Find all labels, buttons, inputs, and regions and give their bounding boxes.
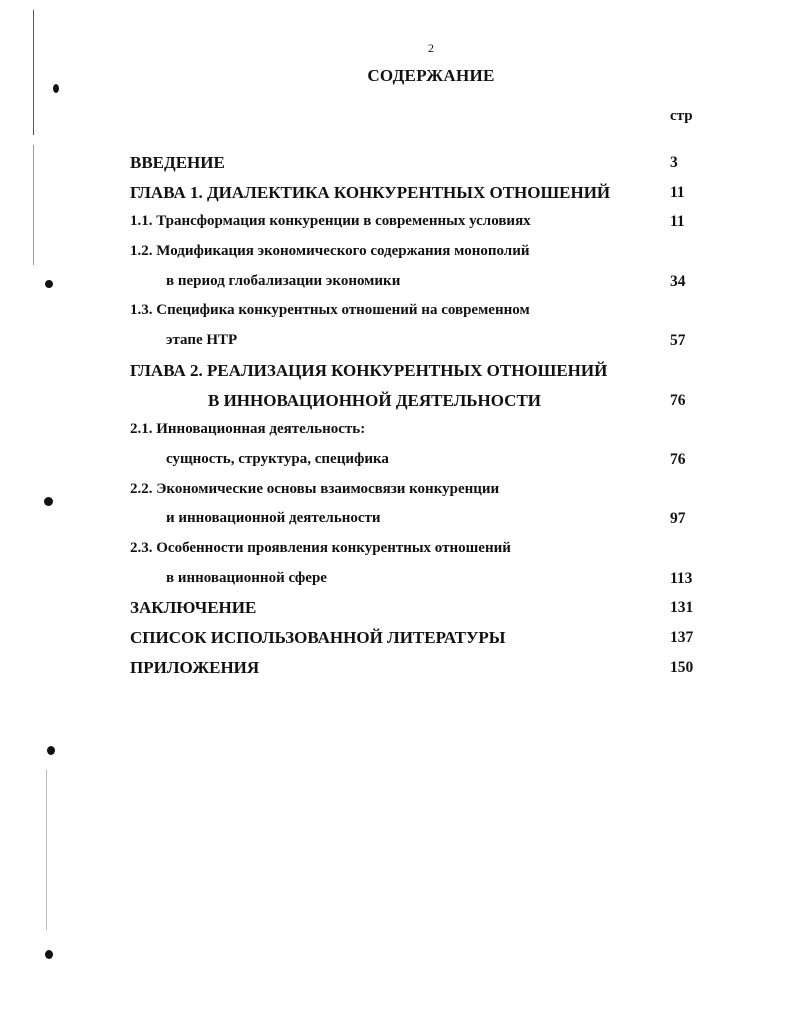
toc-entry-title: СПИСОК ИСПОЛЬЗОВАННОЙ ЛИТЕРАТУРЫ [130,628,506,647]
toc-entry-continuation [130,267,705,297]
toc-entry-title: 2.2. Экономические основы взаимосвязи конкуренции [130,480,500,497]
toc-entry [130,207,705,237]
toc-entry-page: 11 [670,213,685,231]
toc-entry [130,475,705,505]
toc-entry-title: ГЛАВА 2. РЕАЛИЗАЦИЯ КОНКУРЕНТНЫХ ОТНОШЕНИЙ [130,360,608,380]
page-column-header: стр [670,108,693,124]
toc-entry [130,623,705,653]
toc-entry-title: ГЛАВА 1. ДИАЛЕКТИКА КОНКУРЕНТНЫХ ОТНОШЕНИЙ [130,182,611,202]
toc-entry-title: в инновационной сфере [166,569,327,586]
toc-entry-title: ЗАКЛЮЧЕНИЕ [130,598,257,618]
toc-entry [130,148,705,178]
toc-entry [130,653,705,683]
toc-entry [130,534,705,564]
toc-entry-page: 76 [670,450,686,468]
page-title: СОДЕРЖАНИЕ [367,66,495,85]
toc-entry-continuation [130,445,705,475]
toc-entry-title: ВВЕДЕНИЕ [130,153,225,172]
punch-hole-mark [47,746,55,755]
toc-entry-title: 1.1. Трансформация конкуренции в современных условиях [130,213,531,230]
toc-entry-title: 2.3. Особенности проявления конкурентных отношений [130,539,511,556]
toc-entry-page: 150 [670,658,694,676]
scan-edge-line [33,145,34,265]
toc-entry-continuation [130,326,705,356]
toc-entry-title: 1.2. Модификация экономического содержания монополий [130,243,530,260]
toc-entry-page: 3 [670,154,678,171]
punch-hole-mark [44,497,53,506]
toc-entry [130,178,705,208]
toc-entry-page: 131 [670,599,694,617]
scan-edge-line [46,770,47,930]
toc-entry-page: 97 [670,510,686,528]
toc-entry [130,415,705,445]
toc-entry-page: 137 [670,629,694,646]
toc-entry-title: 2.1. Инновационная деятельность: [130,421,366,438]
toc-entry-page: 113 [670,569,693,587]
toc-entry [130,356,705,386]
table-of-contents [130,148,705,682]
toc-entry-title: в период глобализации экономики [166,272,401,289]
toc-entry-title: сущность, структура, специфика [166,450,389,467]
toc-entry-page: 57 [670,332,686,350]
page-number: 2 [428,41,434,55]
toc-entry [130,593,705,623]
toc-entry-title: В ИННОВАЦИОННОЙ ДЕЯТЕЛЬНОСТИ [208,390,542,410]
toc-entry [130,296,705,326]
toc-entry-title: ПРИЛОЖЕНИЯ [130,657,260,677]
toc-entry-continuation [130,564,705,594]
toc-entry-page: 34 [670,272,686,290]
toc-entry-continuation [130,386,705,416]
toc-entry-title: и инновационной деятельности [166,510,381,527]
toc-entry-title: 1.3. Специфика конкурентных отношений на современном [130,302,530,319]
punch-hole-mark [45,280,53,288]
toc-entry-page: 76 [670,391,686,409]
punch-hole-mark [45,950,53,959]
toc-entry-page: 11 [670,183,685,201]
toc-entry-title: этапе НТР [166,332,238,349]
toc-entry-continuation [130,504,705,534]
toc-entry [130,237,705,267]
